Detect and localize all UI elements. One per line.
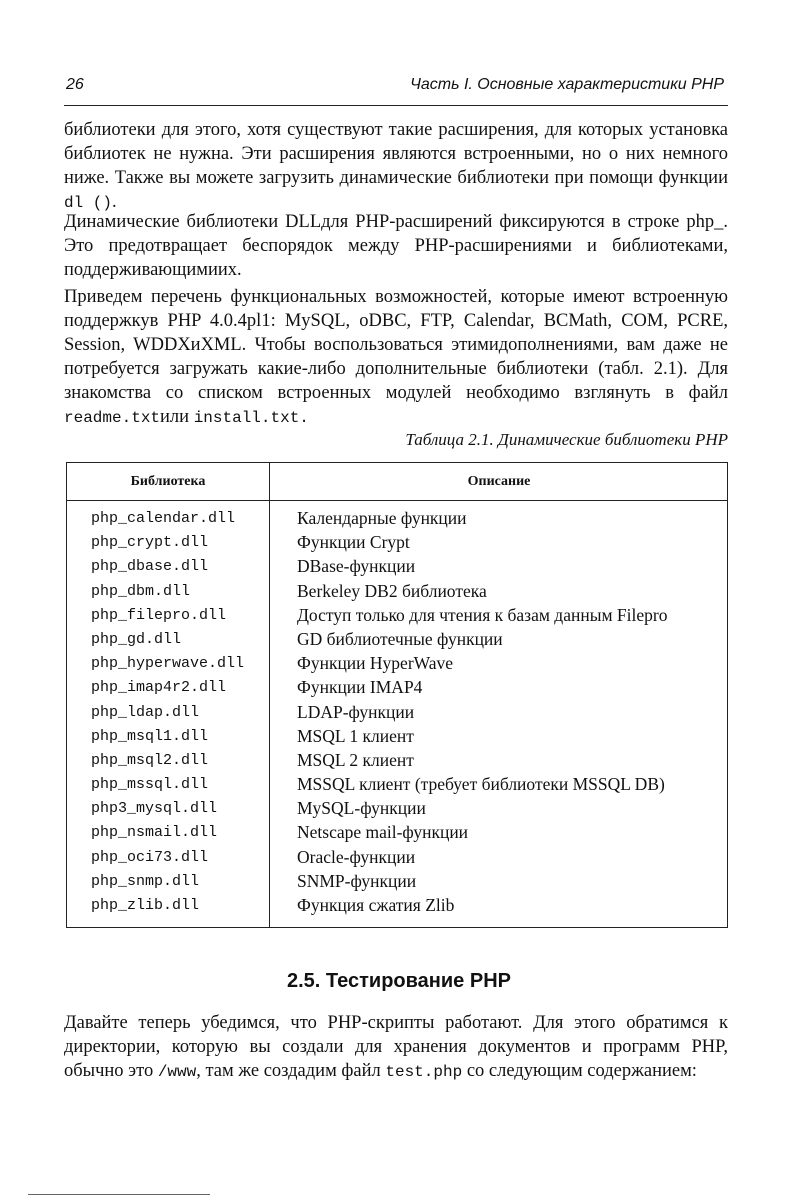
footer-rule bbox=[28, 1194, 210, 1195]
section-heading: 2.5. Тестирование PHP bbox=[287, 970, 511, 992]
library-description: MSSQL клиент (требует библиотеки MSSQL DB) bbox=[297, 774, 665, 795]
library-name: php_ldap.dll bbox=[91, 703, 200, 721]
running-header bbox=[66, 76, 724, 100]
paragraph-testing: Давайте теперь убедимся, что PHP-скрипты работают. Для этого обратимся к директории, которую вы создали для хранения документов и программ PHP, обычно это /www, там же создадим файл test.php со следующим содержанием: bbox=[64, 1013, 728, 1081]
library-name: php_nsmail.dll bbox=[91, 824, 218, 842]
library-description: Функции Crypt bbox=[297, 532, 410, 553]
library-description: Oracle-функции bbox=[297, 846, 416, 867]
library-name: php_dbm.dll bbox=[91, 582, 191, 600]
table-row bbox=[67, 580, 727, 604]
library-description: Доступ только для чтения к базам данным Filepro bbox=[297, 604, 668, 625]
library-name: php_calendar.dll bbox=[91, 510, 236, 527]
table-body bbox=[67, 507, 727, 918]
library-description: Функции HyperWave bbox=[297, 653, 454, 674]
library-name: php_hyperwave.dll bbox=[91, 655, 245, 673]
paragraph-builtin: Приведем перечень функциональных возможностей, которые имеют встроенную поддержкув PHP 4.0.4pl1: MySQL, oDBC, FTP, Calendar, BCMath, COM, PCRE, Session, WDDXиXML. Чтобы воспользоваться этимидополнениями, вам даже не потребуется загружать какие-либо дополнительные библиотеки (табл. 2.1). Для знакомства со списком встроенных модулей необходимо взглянуть в файл readme.txtили install.txt. bbox=[64, 287, 728, 427]
table-row bbox=[67, 725, 727, 749]
library-description: LDAP-функции bbox=[297, 701, 415, 722]
table-row bbox=[67, 773, 727, 797]
paragraph-dll: Динамические библиотеки DLLдля PHP-расширений фиксируются в строке php_. Это предотвращает беспорядок между PHP-расширениями и библиотеками, поддерживающимиих. bbox=[64, 212, 728, 280]
table-row bbox=[67, 531, 727, 555]
library-name: php_crypt.dll bbox=[91, 534, 209, 552]
library-name: php_snmp.dll bbox=[91, 872, 200, 890]
library-name: php_gd.dll bbox=[91, 630, 182, 648]
library-description: MSQL 2 клиент bbox=[297, 749, 414, 770]
library-description: SNMP-функции bbox=[297, 870, 417, 891]
page-number: 26 bbox=[66, 76, 84, 93]
table-row bbox=[67, 870, 727, 894]
library-description: Berkeley DB2 библиотека bbox=[297, 580, 487, 601]
table-row bbox=[67, 701, 727, 725]
library-description: Netscape mail-функции bbox=[297, 822, 469, 843]
table-caption: Таблица 2.1. Динамические библиотеки PHP bbox=[405, 430, 728, 449]
table-row bbox=[67, 555, 727, 579]
header-divider bbox=[67, 500, 727, 501]
library-description: Функции IMAP4 bbox=[297, 677, 423, 698]
column-header-library: Библиотека bbox=[130, 474, 206, 489]
table-row bbox=[67, 797, 727, 821]
table-row bbox=[67, 507, 727, 531]
table-row bbox=[67, 894, 727, 918]
library-name: php_imap4r2.dll bbox=[91, 679, 227, 697]
library-description: MySQL-функции bbox=[297, 798, 426, 819]
library-name: php_msql2.dll bbox=[91, 751, 209, 769]
code-test-php: test.php bbox=[385, 1063, 463, 1081]
library-description: MSQL 1 клиент bbox=[297, 725, 414, 746]
code-readme: readme.txt bbox=[64, 409, 161, 427]
library-name: php_mssql.dll bbox=[91, 776, 209, 794]
table-row bbox=[67, 652, 727, 676]
code-install: install.txt. bbox=[193, 409, 309, 427]
library-name: php_dbase.dll bbox=[91, 558, 209, 576]
library-description: Функция сжатия Zlib bbox=[297, 895, 455, 915]
library-name: php_oci73.dll bbox=[91, 848, 209, 866]
table-row bbox=[67, 846, 727, 870]
library-name: php_msql1.dll bbox=[91, 727, 209, 745]
paragraph-intro: библиотеки для этого, хотя существуют такие расширения, для которых установка библиотек не нужна. Эти расширения являются встроенными, но о них немного ниже. Также вы можете загрузить динамические библиотеки при помощи функции dl (). bbox=[64, 120, 728, 212]
table-row bbox=[67, 821, 727, 845]
table-row bbox=[67, 749, 727, 773]
table-row bbox=[67, 676, 727, 700]
library-description: Календарные функции bbox=[297, 508, 467, 528]
code-dl: dl () bbox=[64, 194, 113, 212]
library-name: php_filepro.dll bbox=[91, 606, 227, 624]
code-www: /www bbox=[157, 1063, 197, 1081]
header-rule bbox=[64, 105, 728, 106]
table-row bbox=[67, 628, 727, 652]
library-name: php_zlib.dll bbox=[91, 897, 200, 914]
library-description: GD библиотечные функции bbox=[297, 628, 503, 649]
library-name: php3_mysql.dll bbox=[91, 800, 218, 818]
chapter-title: Часть I. Основные характеристики PHP bbox=[410, 76, 724, 93]
column-header-description: Описание bbox=[467, 474, 531, 489]
table-row bbox=[67, 604, 727, 628]
library-description: DBase-функции bbox=[297, 556, 416, 577]
dll-table bbox=[66, 462, 728, 928]
